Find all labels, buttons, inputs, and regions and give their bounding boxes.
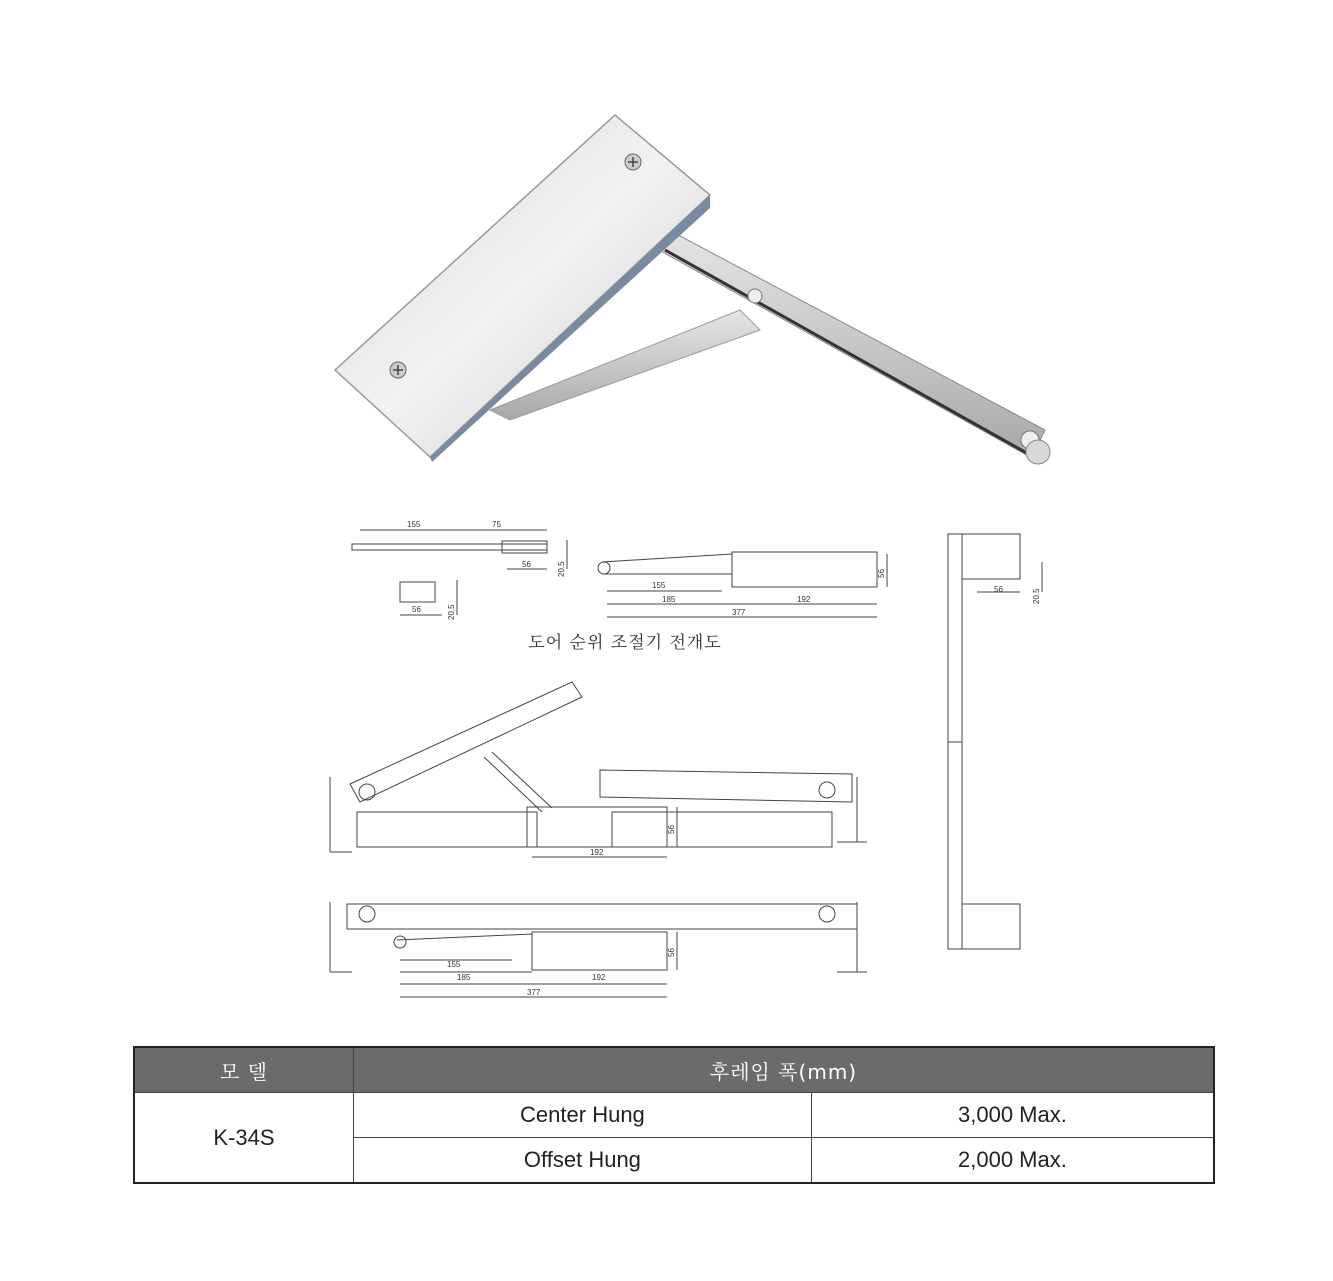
max-width-cell: 2,000 Max. (811, 1138, 1214, 1184)
hung-type-cell: Offset Hung (354, 1138, 812, 1184)
dim-label: 192 (797, 595, 811, 604)
dim-label: 56 (412, 605, 421, 614)
dim-label: 20.5 (557, 561, 566, 577)
dim-label: 56 (994, 585, 1003, 594)
dim-label: 377 (732, 608, 746, 617)
dim-label: 155 (447, 960, 461, 969)
drawing-caption: 도어 순위 조절기 전개도 (528, 633, 722, 653)
dim-label: 155 (407, 520, 421, 529)
dim-label: 185 (457, 973, 471, 982)
dim-label: 75 (492, 520, 501, 529)
dim-label: 192 (592, 973, 606, 982)
dim-label: 377 (527, 988, 541, 997)
spec-table (133, 1046, 1215, 1184)
table-header-row (134, 1047, 1214, 1093)
dim-label: 56 (667, 825, 676, 834)
header-frame-width: 후레임 폭(mm) (354, 1047, 1215, 1093)
dim-label: 192 (590, 848, 604, 857)
product-photo (320, 100, 1080, 490)
hung-type-cell: Center Hung (354, 1093, 812, 1138)
header-model: 모 델 (134, 1047, 354, 1093)
model-cell: K-34S (134, 1093, 354, 1184)
dim-label: 56 (667, 948, 676, 957)
dim-label: 20.5 (447, 604, 456, 620)
dim-label: 20.5 (1032, 588, 1041, 604)
max-width-cell: 3,000 Max. (811, 1093, 1214, 1138)
dim-label: 185 (662, 595, 676, 604)
technical-drawing (312, 512, 1072, 1007)
table-row (134, 1093, 1214, 1138)
dim-label: 155 (652, 581, 666, 590)
dim-label: 56 (877, 569, 886, 578)
dim-label: 56 (522, 560, 531, 569)
